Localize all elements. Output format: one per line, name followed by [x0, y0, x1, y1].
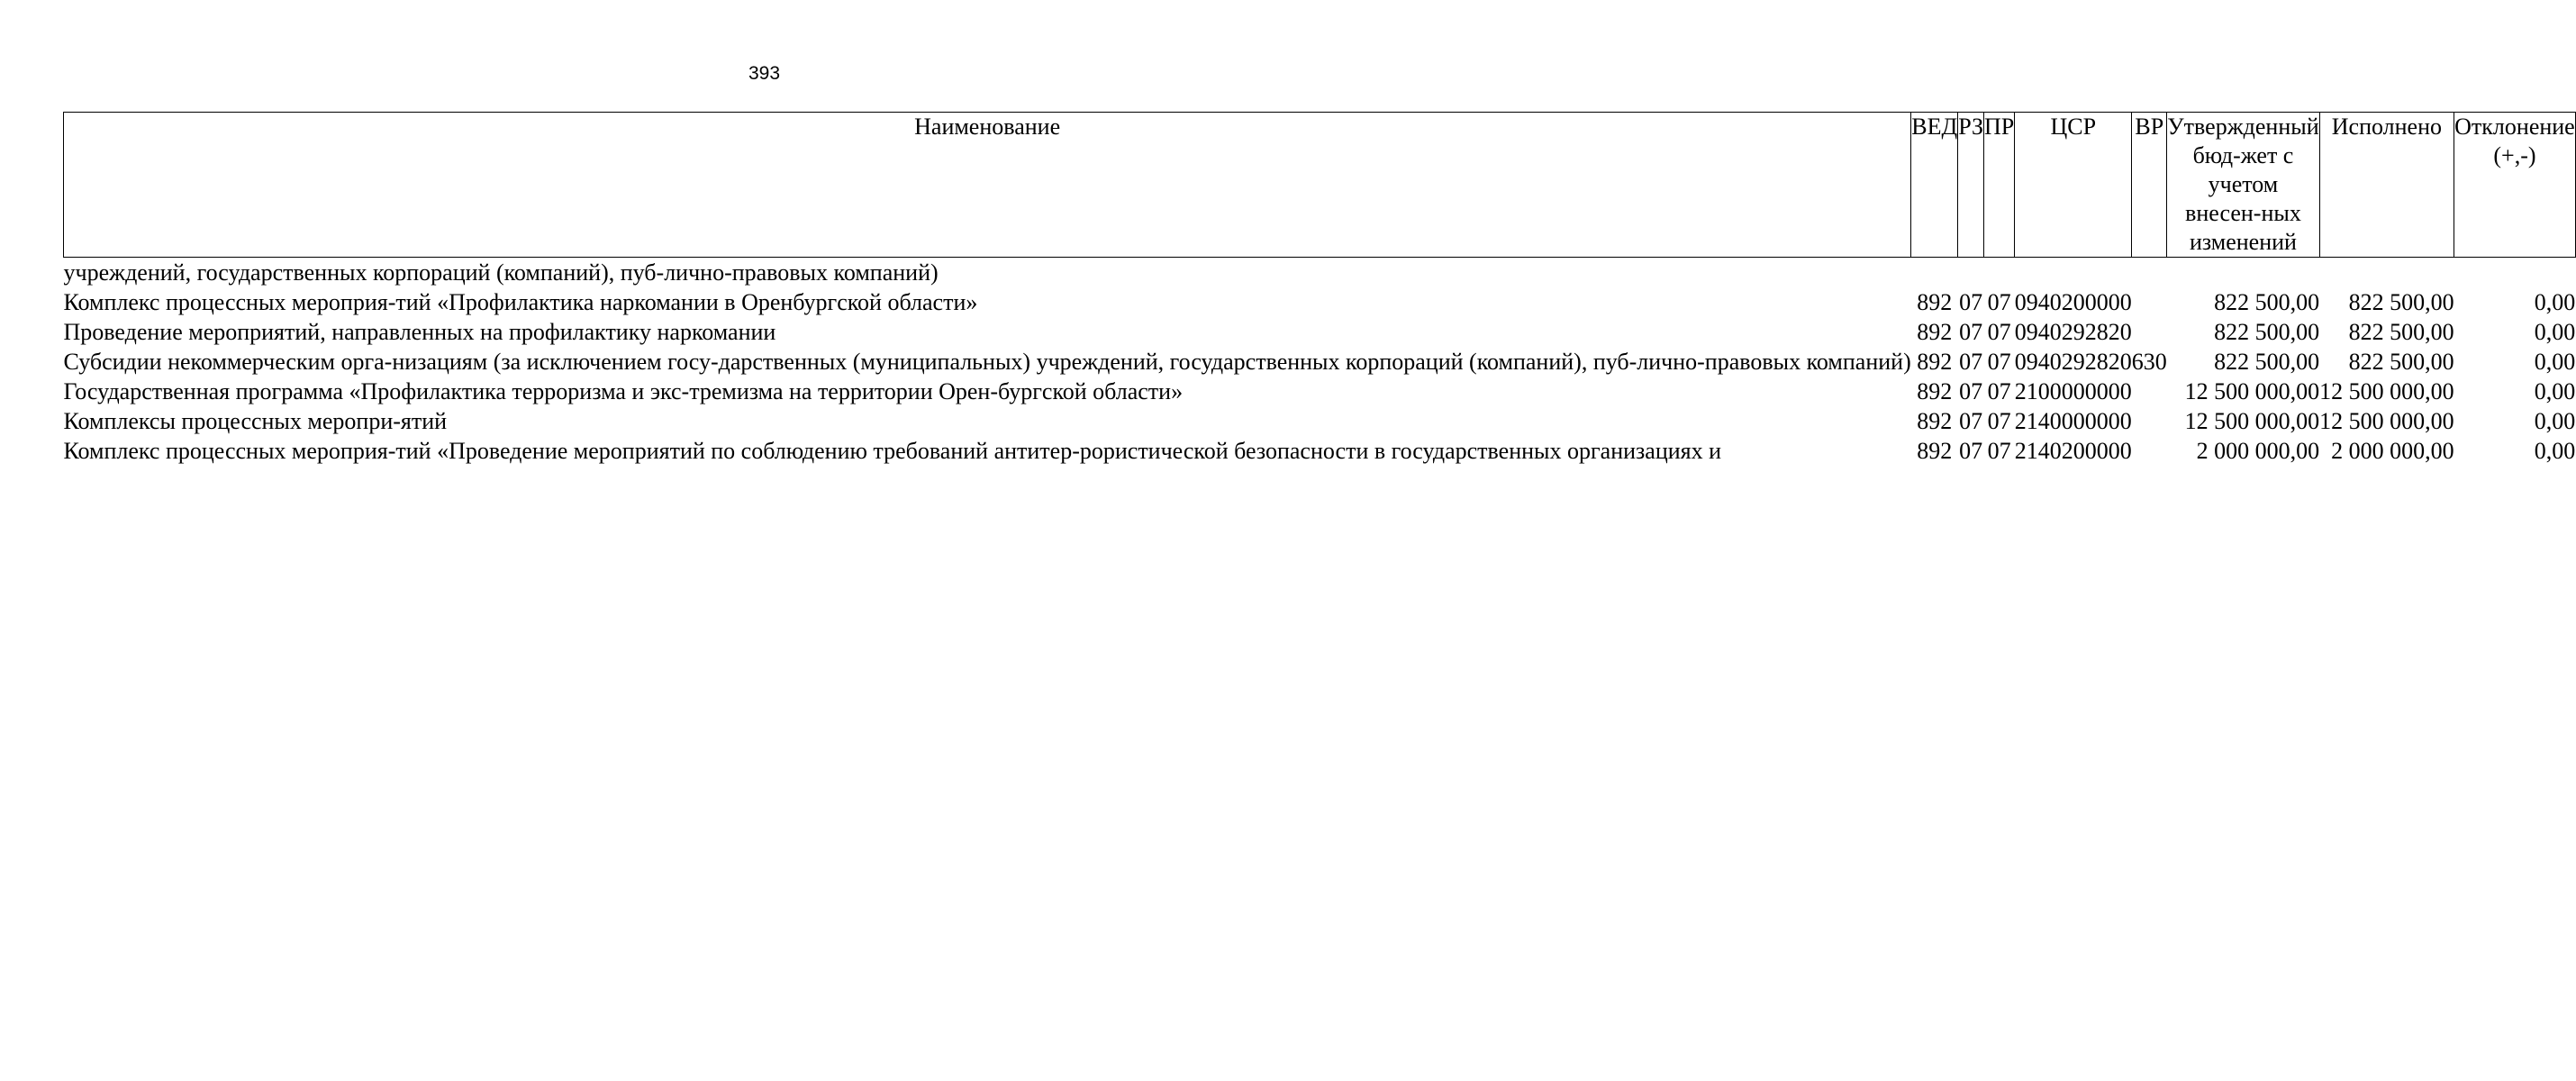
- header-rz: РЗ: [1958, 113, 1984, 258]
- header-approved-budget: Утвержденный бюд-жет с учетом внесен-ных изменений: [2167, 113, 2319, 258]
- row-executed: 2 000 000,00: [2331, 438, 2454, 464]
- row-pr: 07: [1987, 349, 2011, 375]
- row-pr: 07: [1987, 438, 2011, 464]
- row-executed: [2319, 258, 2454, 288]
- row-rz: 07: [1959, 438, 1983, 464]
- row-approved: 822 500,00: [2214, 319, 2320, 345]
- header-pr: ПР: [1984, 113, 2015, 258]
- row-executed: 822 500,00: [2348, 349, 2454, 375]
- header-executed: Исполнено: [2319, 113, 2454, 258]
- row-pr: 07: [1987, 319, 2011, 345]
- row-pr: [1984, 258, 2015, 288]
- row-pr: 07: [1987, 289, 2011, 315]
- table-row: [64, 347, 2576, 377]
- header-vr: ВР: [2132, 113, 2167, 258]
- table-row: [64, 377, 2576, 406]
- row-approved: [2167, 258, 2319, 288]
- row-name: Комплекс процессных мероприя-тий «Проведение мероприятий по соблюдению требований антитер-рористической безопасности в государственных организациях и: [63, 438, 1722, 464]
- table-row: [64, 258, 2576, 288]
- row-rz: 07: [1959, 319, 1983, 345]
- header-deviation: Отклонение (+,-): [2454, 113, 2576, 258]
- row-rz: 07: [1959, 349, 1983, 375]
- row-deviation: 0,00: [2534, 378, 2576, 404]
- row-rz: 07: [1959, 289, 1983, 315]
- row-rz: 07: [1959, 408, 1983, 434]
- row-executed: 822 500,00: [2348, 289, 2454, 315]
- row-approved: 12 500 000,00: [2184, 378, 2320, 404]
- table-header-row: [64, 113, 2576, 258]
- row-name: Комплексы процессных меропри-ятий: [63, 408, 448, 434]
- row-name: Комплекс процессных мероприя-тий «Профилактика наркомании в Оренбургской области»: [63, 289, 978, 315]
- row-csr: 2100000000: [2014, 378, 2132, 404]
- row-vr: 630: [2131, 349, 2167, 375]
- row-name: Проведение мероприятий, направленных на профилактику наркомании: [63, 319, 776, 345]
- row-vr: [2132, 406, 2167, 436]
- row-approved: 2 000 000,00: [2196, 438, 2320, 464]
- row-pr: 07: [1987, 378, 2011, 404]
- row-csr: 0940200000: [2014, 289, 2132, 315]
- row-deviation: 0,00: [2534, 349, 2576, 375]
- header-csr: ЦСР: [2015, 113, 2132, 258]
- row-approved: 822 500,00: [2214, 289, 2320, 315]
- table-row: [64, 317, 2576, 347]
- row-ved: 892: [1917, 438, 1953, 464]
- row-csr: 0940292820: [2014, 349, 2132, 375]
- row-ved: 892: [1917, 408, 1953, 434]
- row-ved: [1911, 258, 1958, 288]
- row-vr: [2132, 317, 2167, 347]
- row-pr: 07: [1987, 408, 2011, 434]
- row-rz: [1958, 258, 1984, 288]
- row-vr: [2132, 436, 2167, 466]
- table-row: [64, 287, 2576, 317]
- budget-table: [63, 112, 2576, 466]
- row-deviation: 0,00: [2534, 319, 2576, 345]
- header-ved: ВЕД: [1911, 113, 1958, 258]
- row-executed: 12 500 000,00: [2319, 408, 2454, 434]
- row-executed: 822 500,00: [2348, 319, 2454, 345]
- row-csr: 0940292820: [2014, 319, 2132, 345]
- table-row: [64, 406, 2576, 436]
- row-name: Государственная программа «Профилактика терроризма и экс-тремизма на территории Орен-бургской области»: [63, 378, 1184, 404]
- row-deviation: 0,00: [2534, 438, 2576, 464]
- row-deviation: [2454, 258, 2576, 288]
- row-deviation: 0,00: [2534, 289, 2576, 315]
- row-deviation: 0,00: [2534, 408, 2576, 434]
- row-approved: 12 500 000,00: [2184, 408, 2320, 434]
- row-name: Субсидии некоммерческим орга-низациям (за исключением госу-дарственных (муниципальных) учреждений, государственных корпораций (компаний), пуб-лично-правовых компаний): [63, 349, 1911, 375]
- row-ved: 892: [1917, 319, 1953, 345]
- table-row: [64, 436, 2576, 466]
- row-ved: 892: [1917, 289, 1953, 315]
- header-name: Наименование: [64, 113, 1911, 258]
- row-csr: 2140000000: [2014, 408, 2132, 434]
- row-vr: [2132, 258, 2167, 288]
- row-executed: 12 500 000,00: [2319, 378, 2454, 404]
- row-name: учреждений, государственных корпораций (компаний), пуб-лично-правовых компаний): [63, 259, 939, 286]
- row-approved: 822 500,00: [2214, 349, 2320, 375]
- row-vr: [2132, 287, 2167, 317]
- row-ved: 892: [1917, 378, 1953, 404]
- row-csr: [2015, 258, 2132, 288]
- row-ved: 892: [1917, 349, 1953, 375]
- row-rz: 07: [1959, 378, 1983, 404]
- row-csr: 2140200000: [2014, 438, 2132, 464]
- row-vr: [2132, 377, 2167, 406]
- page-number: 393: [748, 63, 781, 84]
